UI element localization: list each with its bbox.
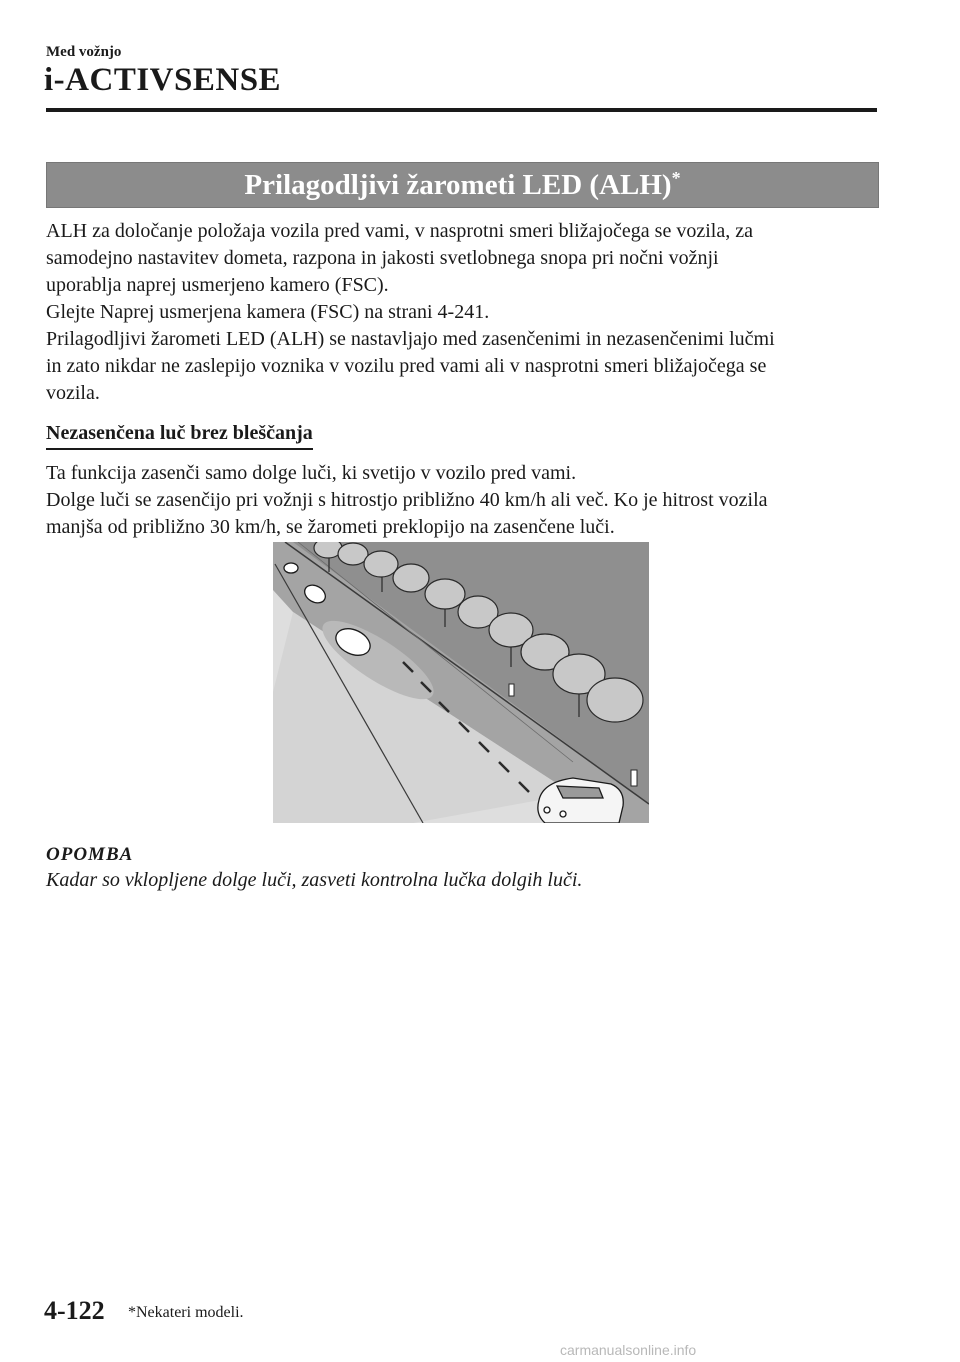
subsection-line: Dolge luči se zasenčijo pri vožnji s hitrostjo približno 40 km/h ali več. Ko je hitrost vozila xyxy=(46,489,768,511)
subsection-heading: Nezasenčena luč brez bleščanja xyxy=(46,422,313,450)
watermark: carmanualsonline.info xyxy=(560,1342,697,1358)
intro-line: in zato nikdar ne zaslepijo voznika v vozilu pred vami ali v nasprotni smeri bližajočega se xyxy=(46,355,767,377)
subsection-paragraph xyxy=(46,460,876,541)
intro-line: ALH za določanje položaja vozila pred vami, v nasprotni smeri bližajočega se vozila, za xyxy=(46,220,753,242)
optional-equipment-marker: * xyxy=(671,168,681,188)
intro-line: Prilagodljivi žarometi LED (ALH) se nastavljajo med zasenčenimi in nezasenčenimi lučmi xyxy=(46,328,775,350)
subsection-line: Ta funkcija zasenči samo dolge luči, ki svetijo v vozilo pred vami. xyxy=(46,462,577,484)
intro-line: samodejno nastavitev dometa, razpona in jakosti svetlobnega snopa pri nočni vožnji xyxy=(46,247,719,269)
section-banner xyxy=(46,162,879,208)
chapter-title: i-ACTIVSENSE xyxy=(44,62,282,98)
intro-paragraph xyxy=(46,218,876,407)
banner-title: Prilagodljivi žarometi LED (ALH) xyxy=(244,169,672,201)
subsection-line: manjša od približno 30 km/h, se žarometi preklopijo na zasenčene luči. xyxy=(46,516,615,538)
intro-line: vozila. xyxy=(46,382,100,404)
glare-free-high-beam-illustration xyxy=(273,542,649,823)
section-label: Med vožnjo xyxy=(46,44,122,60)
page-number: 4-122 xyxy=(44,1296,105,1325)
cross-reference-line: Glejte Naprej usmerjena kamera (FSC) na strani 4-241. xyxy=(46,301,490,323)
footnote: *Nekateri modeli. xyxy=(128,1304,244,1321)
intro-line: uporablja naprej usmerjeno kamero (FSC). xyxy=(46,274,389,296)
chapter-divider xyxy=(46,108,877,112)
note-text: Kadar so vklopljene dolge luči, zasveti kontrolna lučka dolgih luči. xyxy=(46,869,583,891)
note-title: OPOMBA xyxy=(46,844,134,865)
